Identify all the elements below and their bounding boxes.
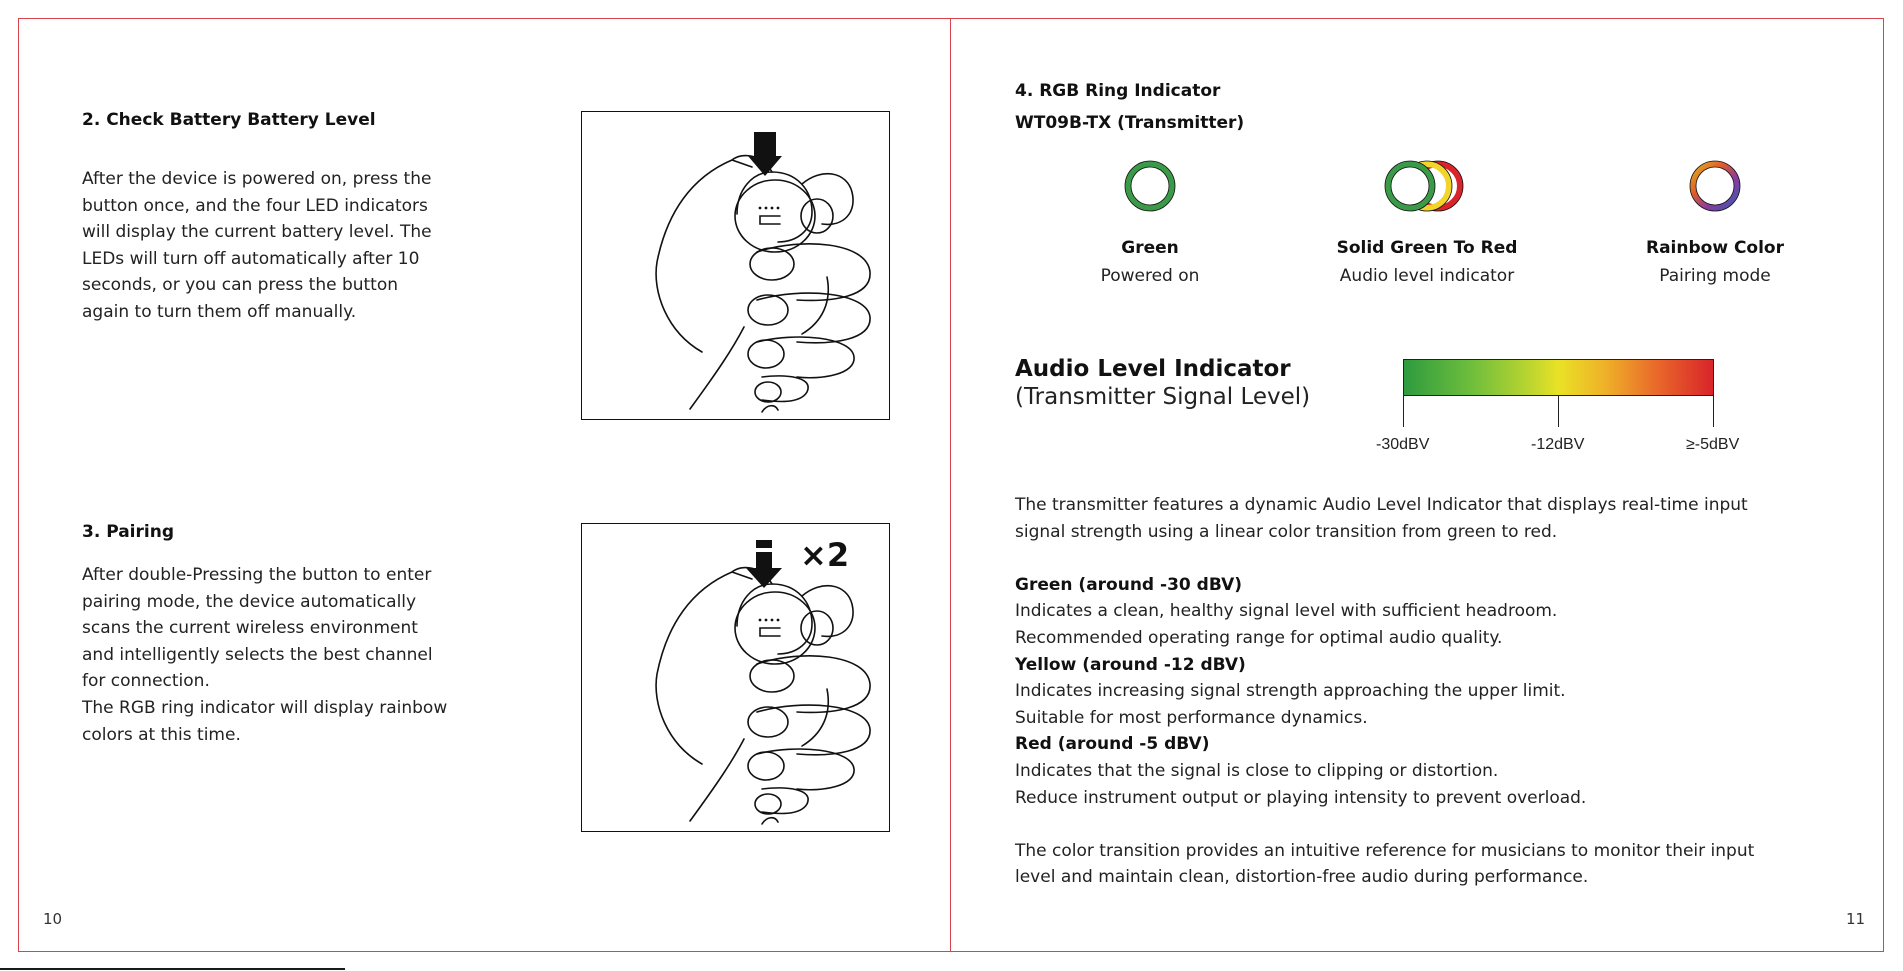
ring-desc: Pairing mode (1659, 266, 1771, 286)
battery-line: button once, and the four LED indicators (82, 195, 428, 216)
pairing-line: colors at this time. (82, 724, 241, 745)
outro-line: The color transition provides an intuitive reference for musicians to monitor their input (1015, 840, 1755, 861)
red-line: Indicates that the signal is close to clipping or distortion. (1015, 760, 1499, 781)
green-to-red-rings-icon (1382, 158, 1472, 218)
audio-level-title: Audio Level Indicator (1015, 356, 1291, 382)
battery-line: LEDs will turn off automatically after 10 (82, 248, 420, 269)
outro-line: level and maintain clean, distortion-free audio during performance. (1015, 867, 1589, 888)
battery-line: seconds, or you can press the button (82, 275, 399, 296)
page-number-right: 11 (1846, 910, 1866, 928)
battery-line: will display the current battery level. The (82, 222, 432, 243)
hand-double-press-illustration (582, 524, 889, 831)
page-number-left: 10 (43, 910, 63, 928)
rgb-heading: 4. RGB Ring Indicator (1015, 81, 1221, 101)
battery-line: After the device is powered on, press the (82, 169, 432, 189)
rainbow-ring-icon (1685, 158, 1745, 218)
page-spine-divider (950, 18, 951, 952)
audio-level-subtitle: (Transmitter Signal Level) (1015, 384, 1311, 410)
green-ring-icon (1120, 158, 1180, 218)
tick-mark (1558, 395, 1559, 427)
pairing-line: for connection. (82, 671, 210, 692)
intro-line: The transmitter features a dynamic Audio Level Indicator that displays real-time input (1015, 495, 1748, 515)
audio-level-gradient-bar (1403, 359, 1714, 396)
green-label: Green (around -30 dBV) (1015, 574, 1243, 595)
audio-level-description (1015, 492, 1754, 891)
pairing-line: After double-Pressing the button to enter (82, 565, 432, 585)
tick-label-high: ≥-5dBV (1686, 436, 1740, 453)
ring-title: Rainbow Color (1645, 238, 1784, 258)
ring-title: Green (1121, 238, 1179, 258)
green-line: Recommended operating range for optimal audio quality. (1015, 627, 1503, 648)
hand-pressing-button-illustration (582, 112, 889, 419)
pairing-illustration (581, 523, 890, 832)
yellow-line: Indicates increasing signal strength approaching the upper limit. (1015, 681, 1566, 702)
battery-line: again to turn them off manually. (82, 301, 357, 322)
battery-heading: 2. Check Battery Battery Level (82, 110, 376, 130)
spacer (1015, 545, 1754, 572)
pairing-body (82, 562, 447, 748)
pairing-line: and intelligently selects the best channel (82, 644, 433, 665)
spacer (1015, 811, 1754, 838)
pairing-heading: 3. Pairing (82, 522, 174, 542)
ring-title: Solid Green To Red (1336, 238, 1518, 258)
battery-illustration (581, 111, 890, 420)
bottom-rule (0, 968, 345, 970)
red-label: Red (around -5 dBV) (1015, 734, 1210, 755)
pairing-line: pairing mode, the device automatically (82, 591, 417, 612)
ring-caption-green (1035, 238, 1265, 286)
pairing-line: The RGB ring indicator will display rainbow (82, 697, 448, 718)
ring-caption-rainbow (1600, 238, 1830, 286)
ring-desc: Powered on (1100, 266, 1200, 286)
press-count-label: ×2 (800, 536, 850, 574)
tick-label-low: -30dBV (1376, 436, 1430, 453)
intro-line: signal strength using a linear color transition from green to red. (1015, 521, 1558, 542)
red-line: Reduce instrument output or playing intensity to prevent overload. (1015, 787, 1587, 808)
tick-label-mid: -12dBV (1531, 436, 1585, 453)
tick-mark (1713, 395, 1714, 427)
battery-body (82, 166, 432, 326)
ring-caption-green-to-red (1312, 238, 1542, 286)
rgb-subheading: WT09B-TX (Transmitter) (1015, 113, 1245, 133)
green-line: Indicates a clean, healthy signal level with sufficient headroom. (1015, 601, 1558, 622)
ring-desc: Audio level indicator (1339, 266, 1515, 286)
tick-mark (1403, 395, 1404, 427)
yellow-label: Yellow (around -12 dBV) (1015, 654, 1246, 675)
yellow-line: Suitable for most performance dynamics. (1015, 707, 1368, 728)
pairing-line: scans the current wireless environment (82, 618, 418, 639)
